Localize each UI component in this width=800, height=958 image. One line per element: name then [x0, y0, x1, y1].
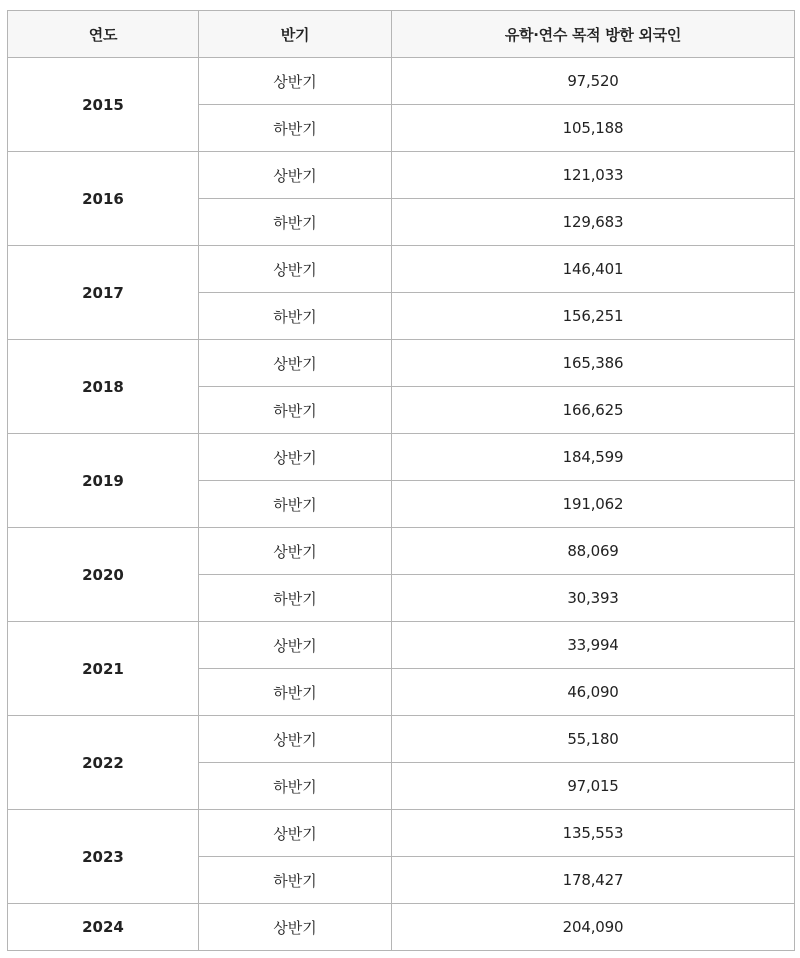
count-cell: 46,090 — [392, 669, 795, 716]
year-cell: 2015 — [8, 58, 199, 152]
half-cell: 상반기 — [199, 528, 392, 575]
count-cell: 156,251 — [392, 293, 795, 340]
half-cell: 상반기 — [199, 246, 392, 293]
year-cell: 2022 — [8, 716, 199, 810]
count-cell: 129,683 — [392, 199, 795, 246]
half-cell: 상반기 — [199, 716, 392, 763]
table-row — [8, 246, 795, 293]
table-row — [8, 622, 795, 669]
half-cell: 상반기 — [199, 340, 392, 387]
count-cell: 166,625 — [392, 387, 795, 434]
year-cell: 2019 — [8, 434, 199, 528]
half-cell: 하반기 — [199, 763, 392, 810]
header-row — [8, 11, 795, 58]
table-body — [8, 58, 795, 951]
count-cell: 184,599 — [392, 434, 795, 481]
count-cell: 204,090 — [392, 904, 795, 951]
count-cell: 55,180 — [392, 716, 795, 763]
count-cell: 105,188 — [392, 105, 795, 152]
count-cell: 165,386 — [392, 340, 795, 387]
count-cell: 88,069 — [392, 528, 795, 575]
half-cell: 상반기 — [199, 434, 392, 481]
half-cell: 상반기 — [199, 810, 392, 857]
table-row — [8, 904, 795, 951]
half-cell: 상반기 — [199, 58, 392, 105]
year-cell: 2024 — [8, 904, 199, 951]
half-cell: 하반기 — [199, 669, 392, 716]
year-cell: 2016 — [8, 152, 199, 246]
foreign-students-table — [7, 10, 795, 951]
half-cell: 상반기 — [199, 622, 392, 669]
table-row — [8, 810, 795, 857]
half-cell: 하반기 — [199, 105, 392, 152]
header-year: 연도 — [8, 11, 199, 58]
year-cell: 2023 — [8, 810, 199, 904]
count-cell: 97,520 — [392, 58, 795, 105]
count-cell: 97,015 — [392, 763, 795, 810]
table-row — [8, 716, 795, 763]
half-cell: 하반기 — [199, 199, 392, 246]
header-count: 유학·연수 목적 방한 외국인 — [392, 11, 795, 58]
half-cell: 하반기 — [199, 293, 392, 340]
table-row — [8, 58, 795, 105]
half-cell: 하반기 — [199, 575, 392, 622]
statistics-table-container — [7, 10, 794, 951]
table-row — [8, 528, 795, 575]
year-cell: 2021 — [8, 622, 199, 716]
half-cell: 하반기 — [199, 481, 392, 528]
table-header — [8, 11, 795, 58]
count-cell: 135,553 — [392, 810, 795, 857]
count-cell: 178,427 — [392, 857, 795, 904]
count-cell: 121,033 — [392, 152, 795, 199]
table-row — [8, 434, 795, 481]
count-cell: 33,994 — [392, 622, 795, 669]
year-cell: 2020 — [8, 528, 199, 622]
count-cell: 146,401 — [392, 246, 795, 293]
table-row — [8, 152, 795, 199]
count-cell: 30,393 — [392, 575, 795, 622]
count-cell: 191,062 — [392, 481, 795, 528]
half-cell: 하반기 — [199, 387, 392, 434]
half-cell: 하반기 — [199, 857, 392, 904]
header-half: 반기 — [199, 11, 392, 58]
half-cell: 상반기 — [199, 152, 392, 199]
year-cell: 2017 — [8, 246, 199, 340]
half-cell: 상반기 — [199, 904, 392, 951]
table-row — [8, 340, 795, 387]
year-cell: 2018 — [8, 340, 199, 434]
